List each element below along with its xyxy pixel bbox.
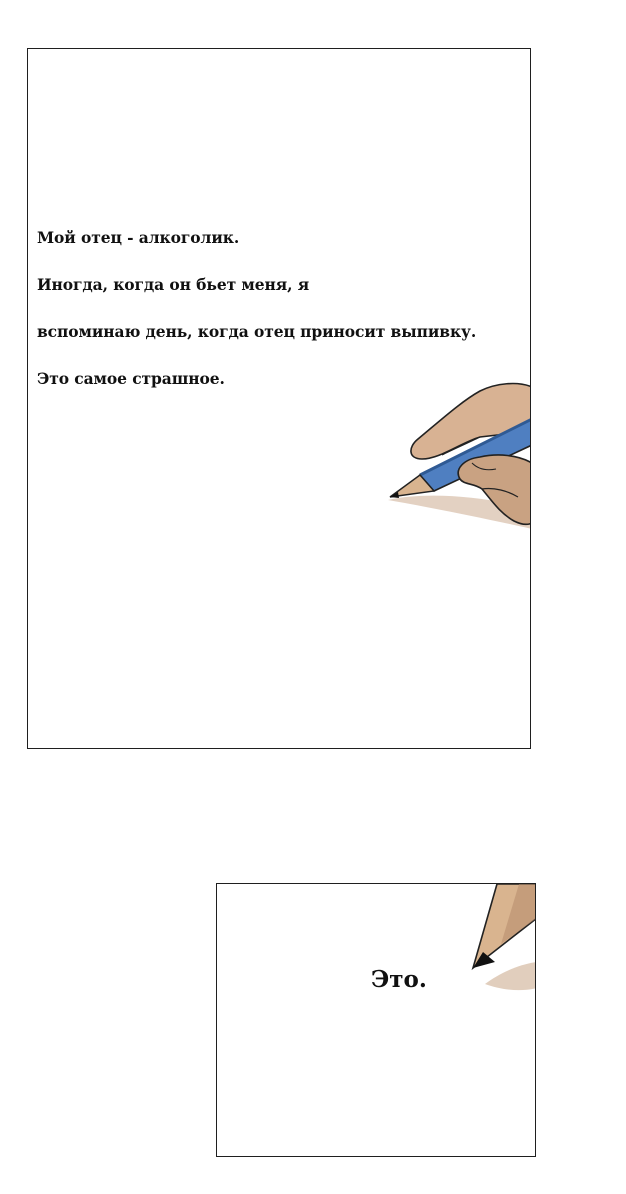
caption-line-4: Это самое страшное. xyxy=(37,369,225,388)
caption-line-3: вспоминаю день, когда отец приносит выпивку. xyxy=(37,322,477,341)
hand-holding-pencil-icon xyxy=(368,379,531,539)
comic-panel-1 xyxy=(27,48,531,749)
caption-line-1: Мой отец - алкоголик. xyxy=(37,228,240,247)
pencil-tip-icon xyxy=(457,884,536,1004)
caption-line-2: Иногда, когда он бьет меня, я xyxy=(37,275,310,294)
caption-eto: Это. xyxy=(371,966,427,993)
comic-panel-2 xyxy=(216,883,536,1157)
